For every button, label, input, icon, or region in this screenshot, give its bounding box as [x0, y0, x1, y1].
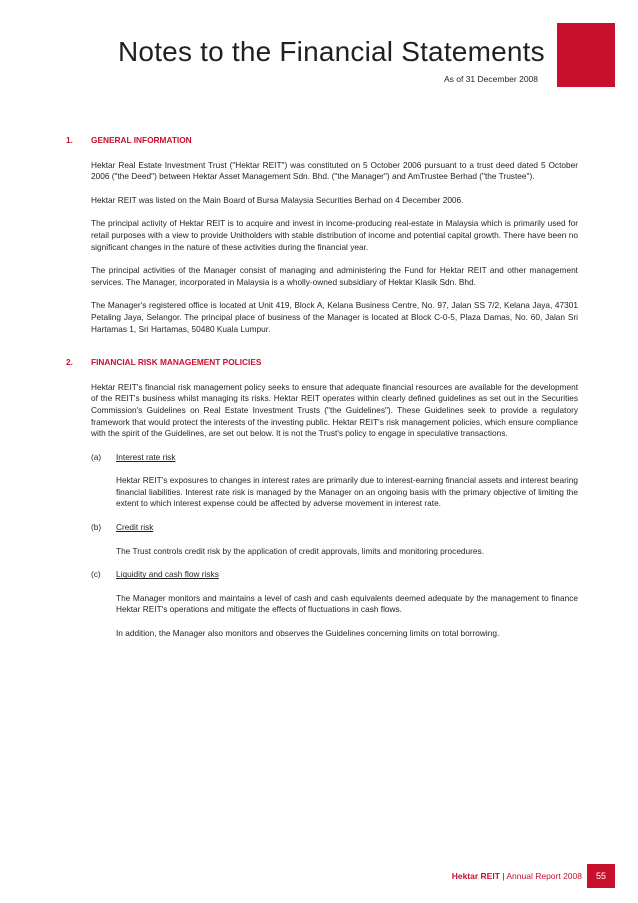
paragraph: Hektar REIT's exposures to changes in interest rates are primarily due to interest-earning financial assets and interest bearing financial liabilities. Interest rate risk is managed by the Manager on an ongoing basis with the primary objective of limiting the extent to which interest expense could be affected by adverse movement in interest rate. [116, 475, 578, 509]
paragraph: The Manager's registered office is located at Unit 419, Block A, Kelana Business Centre, No. 97, Jalan SS 7/2, Kelana Jaya, 47301 Petaling Jaya, Selangor. The principal place of business of the Manager is located at Block C-0-5, Plaza Damas, No. 60, Jalan Sri Hartamas 1, Sri Hartamas, 50480 Kuala Lumpur. [91, 300, 578, 334]
paragraph: The Trust controls credit risk by the application of credit approvals, limits and monitoring procedures. [116, 545, 484, 556]
subsection-title: Liquidity and cash flow risks [116, 569, 219, 580]
as-of-date: As of 31 December 2008 [443, 74, 538, 84]
subsection-credit-risk [91, 522, 578, 557]
footer-report-title: Annual Report 2008 [506, 871, 582, 881]
section-financial-risk-management [66, 357, 578, 640]
subsection-title: Credit risk [116, 522, 154, 533]
section-general-information [66, 135, 578, 335]
page-number: 55 [587, 864, 615, 888]
subsection-label: (a) [91, 451, 102, 462]
paragraph: Hektar Real Estate Investment Trust ("Hektar REIT") was constituted on 5 October 2006 pursuant to a trust deed dated 5 October 2006 ("the Deed") between Hektar Asset Management Sdn. Bhd. ("the Manager") and AmTrustee Berhad ("the Trustee"). [91, 159, 578, 182]
paragraph: The principal activities of the Manager consist of managing and administering the Fund for Hektar REIT and other management services. The Manager, incorporated in Malaysia is a wholly-owned subsidiary of Hektar Klasik Sdn. Bhd. [91, 265, 578, 287]
section-number: 2. [66, 357, 73, 368]
subsection-label: (b) [91, 522, 102, 533]
paragraph: Hektar REIT was listed on the Main Board of Bursa Malaysia Securities Berhad on 4 December 2006. [91, 194, 464, 205]
subsection-label: (c) [91, 569, 101, 580]
footer-brand: Hektar REIT [451, 871, 500, 881]
page-title: Notes to the Financial Statements [118, 36, 545, 67]
subsection-interest-rate-risk [91, 452, 578, 510]
paragraph: Hektar REIT's financial risk management policy seeks to ensure that adequate financial resources are available for the development of the REIT's business whilst managing its risks. Hektar REIT operates within clearly defined guidelines as set out in the Securities Commission's Guidelines on Real Estate Investment Trusts ("the Guidelines"). These Guidelines seek to provide a regulatory framework that would protect the interests of the investing public. Hektar REIT's risk management policies, which ensure compliance with the spirit of the Guidelines, are set out below. It is not the Trust's policy to engage in speculative transactions. [91, 381, 578, 439]
header-accent-block [557, 23, 615, 87]
section-heading: GENERAL INFORMATION [91, 135, 192, 145]
notes-content [66, 135, 578, 652]
subsection-liquidity-risk [91, 569, 578, 639]
paragraph: In addition, the Manager also monitors and observes the Guidelines concerning limits on total borrowing. [116, 628, 500, 639]
paragraph: The principal activity of Hektar REIT is to acquire and invest in income-producing real-estate in Malaysia which is primarily used for retail purposes with a view to provide Unitholders with stable distribution of income and potential capital growth. There have been no significant changes in the nature of these activities during the financial year. [91, 218, 578, 252]
footer-separator: | [499, 871, 507, 881]
section-number: 1. [66, 135, 73, 145]
footer-publication [452, 871, 582, 881]
section-heading: FINANCIAL RISK MANAGEMENT POLICIES [91, 357, 262, 368]
subsection-title: Interest rate risk [116, 451, 176, 462]
paragraph: The Manager monitors and maintains a level of cash and cash equivalents deemed adequate by the management to finance Hektar REIT's operations and mitigate the effects of fluctuations in cash flows. [116, 592, 578, 615]
